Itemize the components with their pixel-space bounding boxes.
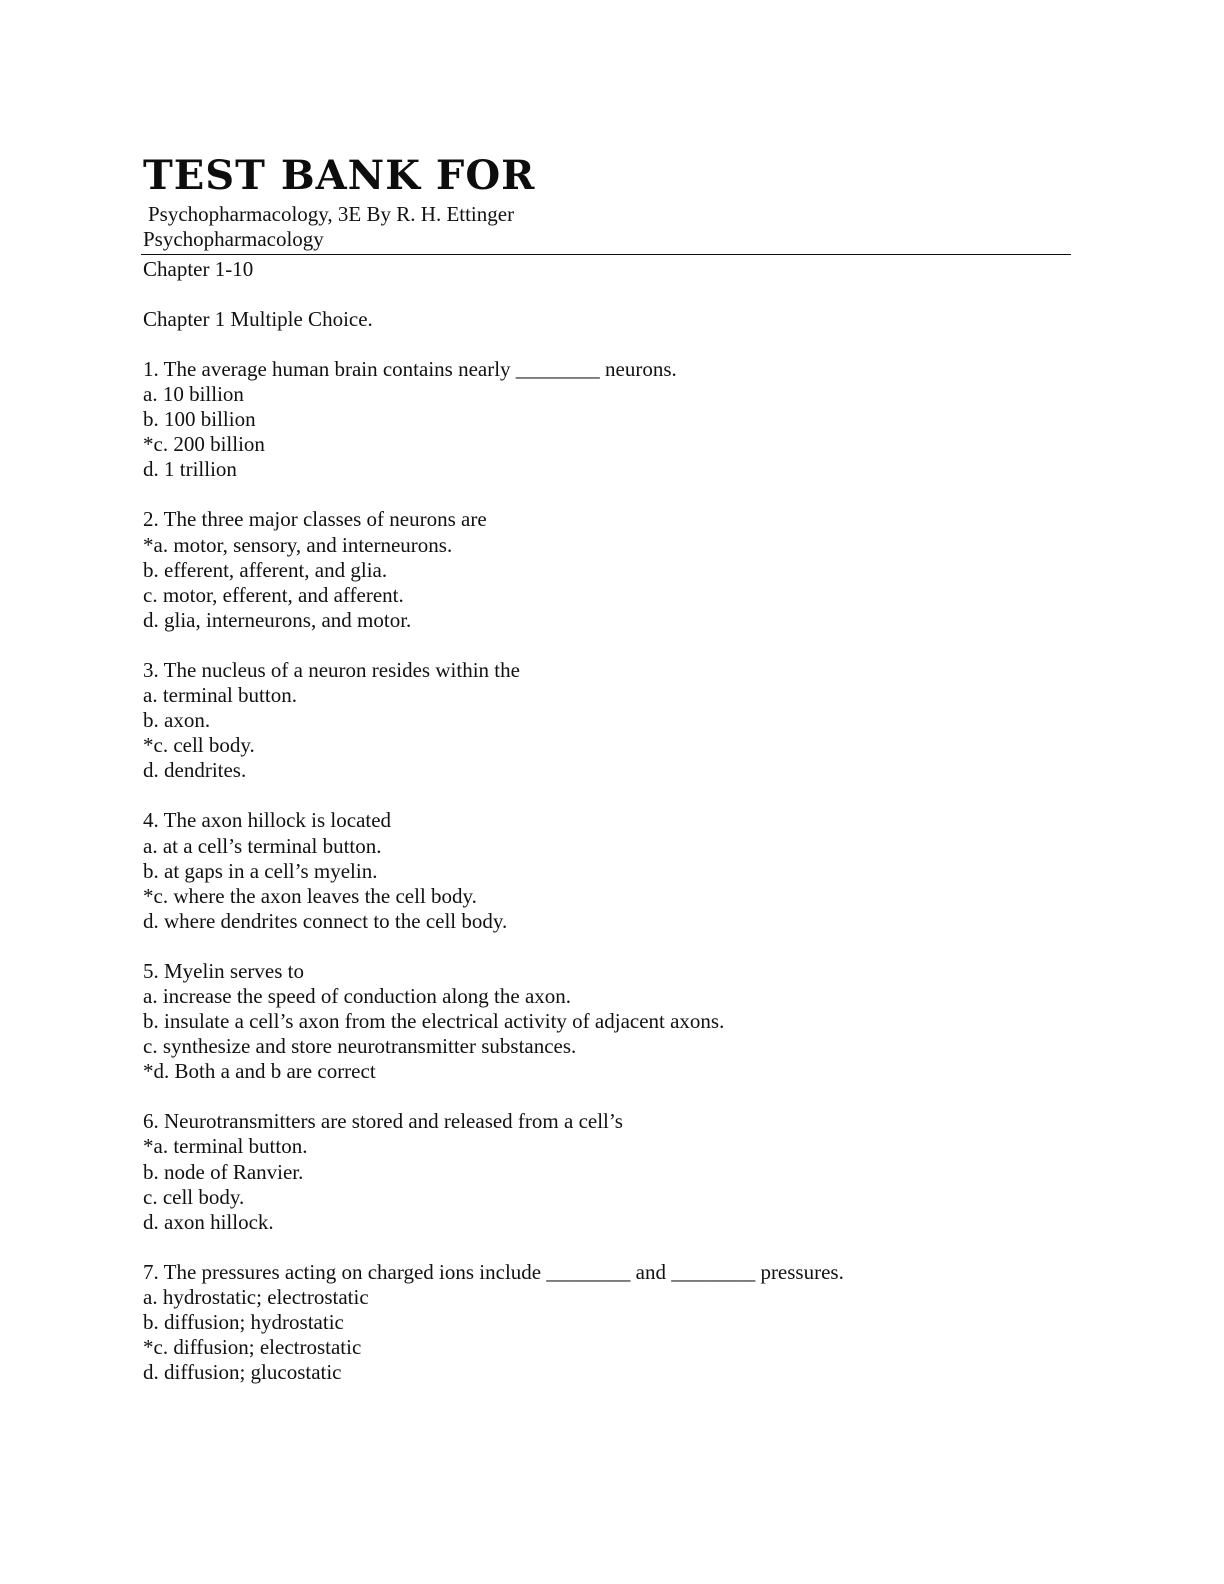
answer-option: a. 10 billion — [143, 382, 244, 407]
answer-option: d. 1 trillion — [143, 457, 237, 482]
answer-option: d. axon hillock. — [143, 1209, 274, 1234]
question-stem: 4. The axon hillock is located — [143, 808, 392, 833]
question-7 — [143, 1260, 1073, 1385]
answer-option: *a. terminal button. — [143, 1134, 308, 1159]
answer-option: c. motor, efferent, and afferent. — [143, 582, 404, 607]
header-divider — [141, 254, 1071, 255]
answer-option: a. increase the speed of conduction along the axon. — [143, 983, 572, 1008]
answer-option: *a. motor, sensory, and interneurons. — [143, 532, 453, 557]
question-1 — [143, 357, 1073, 482]
answer-option: c. cell body. — [143, 1184, 245, 1209]
answer-option: a. hydrostatic; electrostatic — [143, 1284, 369, 1309]
answer-option: *c. where the axon leaves the cell body. — [143, 883, 477, 908]
answer-option: b. efferent, afferent, and glia. — [143, 557, 388, 582]
question-3 — [143, 658, 1073, 783]
question-6 — [143, 1109, 1073, 1234]
question-stem: 6. Neurotransmitters are stored and released from a cell’s — [143, 1109, 623, 1134]
document-title: TEST BANK FOR — [143, 152, 536, 199]
question-stem: 7. The pressures acting on charged ions include ________ and ________ pressures. — [143, 1259, 844, 1284]
course-name: Psychopharmacology — [143, 227, 324, 251]
question-5 — [143, 959, 1073, 1084]
answer-option: d. dendrites. — [143, 758, 247, 783]
answer-option: *c. cell body. — [143, 733, 255, 758]
question-stem: 1. The average human brain contains nearly ________ neurons. — [143, 357, 677, 381]
answer-option: *c. diffusion; electrostatic — [143, 1335, 362, 1360]
question-4 — [143, 808, 1073, 933]
answer-option: b. axon. — [143, 708, 211, 733]
answer-option: b. insulate a cell’s axon from the electrical activity of adjacent axons. — [143, 1009, 725, 1034]
question-stem: 5. Myelin serves to — [143, 958, 304, 983]
answer-option: d. diffusion; glucostatic — [143, 1360, 342, 1385]
answer-option: b. at gaps in a cell’s myelin. — [143, 858, 378, 883]
question-stem: 2. The three major classes of neurons are — [143, 507, 487, 532]
chapter-range: Chapter 1-10 — [143, 257, 254, 281]
document-page — [143, 150, 1073, 1385]
question-stem: 3. The nucleus of a neuron resides within the — [143, 657, 520, 682]
answer-option: b. diffusion; hydrostatic — [143, 1310, 344, 1334]
answer-option: *c. 200 billion — [143, 432, 265, 457]
question-2 — [143, 507, 1073, 632]
answer-option: d. where dendrites connect to the cell body. — [143, 908, 508, 933]
answer-option: b. 100 billion — [143, 407, 256, 432]
answer-option: d. glia, interneurons, and motor. — [143, 607, 412, 632]
section-heading: Chapter 1 Multiple Choice. — [143, 307, 373, 331]
answer-option: a. terminal button. — [143, 683, 297, 708]
answer-option: *d. Both a and b are correct — [143, 1059, 376, 1084]
book-subtitle: Psychopharmacology, 3E By R. H. Ettinger — [148, 202, 515, 226]
answer-option: c. synthesize and store neurotransmitter substances. — [143, 1034, 577, 1059]
answer-option: a. at a cell’s terminal button. — [143, 833, 382, 858]
answer-option: b. node of Ranvier. — [143, 1159, 304, 1184]
